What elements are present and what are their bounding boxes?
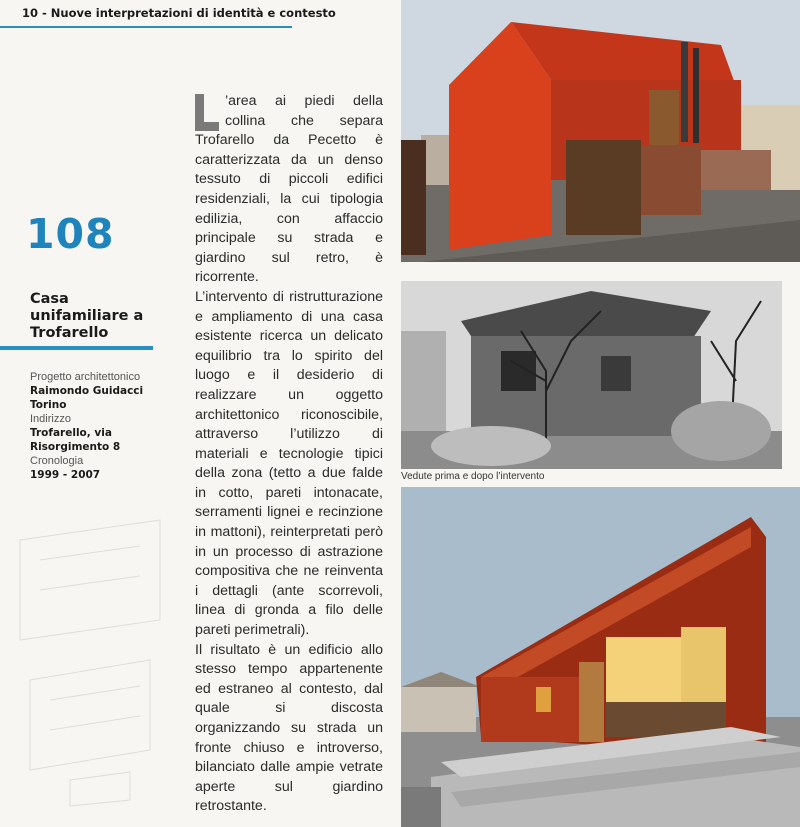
header-rule — [0, 26, 292, 28]
title-rule — [0, 346, 153, 350]
photo-garden-side — [401, 487, 800, 827]
body-paragraph-2: L’intervento di ristrutturazione e ampliamento di una casa esistente ricerca un delicato equilibrio tra lo spirito del luogo e il desiderio di realizzare un oggetto architettonico riconoscibile, attraverso l’utilizzo di materiali e tecnologie tipici della zona (tetto a due falde in cotto, pareti intonacate, serramenti lignei e recinzione in mattoni), reinterpretati però in un processo di astrazione compositiva che ne reinventa i dettagli (ante scorrevoli, linea di gronda a filo delle pareti perimetrali). — [195, 288, 383, 639]
photo-before — [401, 281, 782, 469]
section-header: 10 - Nuove interpretazioni di identità e contesto — [22, 6, 336, 20]
project-number: 108 — [26, 210, 115, 258]
project-meta — [30, 370, 160, 482]
meta-label-address: Indirizzo — [30, 413, 71, 425]
article-body — [195, 92, 383, 817]
body-paragraph-1: ’area ai piedi della collina che separa Trofarello da Pecetto è caratterizzata da un denso tessuto di piccoli edifici residenziali, la cui tipologia edilizia, con affaccio principale su strada e giardino sul retro, è ricorrente. — [195, 93, 383, 286]
meta-value-chronology: 1999 - 2007 — [30, 469, 101, 481]
project-title: Casa unifamiliare a Trofarello — [30, 291, 144, 341]
photo-street-facade — [401, 0, 800, 262]
meta-label-design: Progetto architettonico — [30, 371, 141, 383]
body-paragraph-3: Il risultato è un edificio allo stesso tempo appartenente ed estraneo al contesto, dal quale si discosta organizzando su strada un fronte chiuso e introverso, bilanciato dalle ampie vetrate aperte sul giardino retrostante. — [195, 641, 383, 815]
faint-sketch-drawing — [10, 500, 170, 810]
meta-label-chronology: Cronologia — [30, 455, 84, 467]
meta-value-design: Raimondo Guidacci Torino — [30, 385, 144, 411]
photo-caption: Vedute prima e dopo l’intervento — [401, 471, 545, 482]
drop-cap — [195, 94, 219, 131]
meta-value-address: Trofarello, via Risorgimento 8 — [30, 427, 121, 453]
